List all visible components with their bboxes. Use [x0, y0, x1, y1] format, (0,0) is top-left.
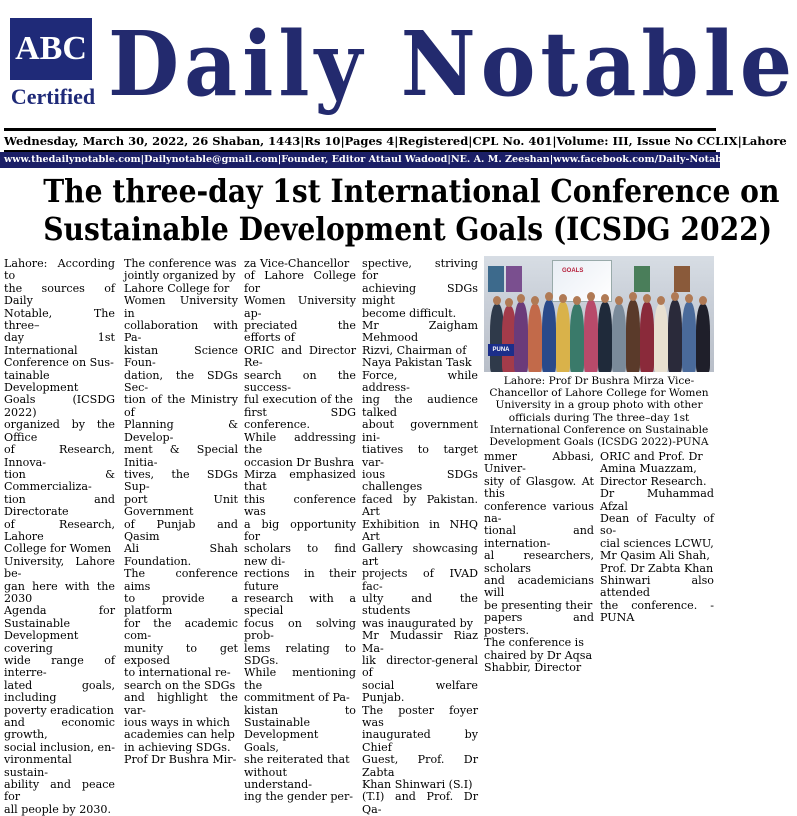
- newspaper-title: Daily Notable: [108, 13, 797, 117]
- photo-person-head: [531, 296, 539, 305]
- dateline-sep: |: [737, 134, 742, 148]
- photo-person-head: [505, 298, 513, 307]
- photo-watermark: PUNA: [488, 344, 514, 356]
- dateline-sep: |: [468, 134, 473, 148]
- infobar-sep: |: [277, 154, 282, 165]
- photo-person: [668, 300, 682, 372]
- info-bar: [0, 152, 732, 168]
- article-column-6: ORIC and Prof. Dr Amina Muazzam, Director Research. Dr Muhammad Afzal Dean of Faculty of so- cial sciences LCWU, Mr Qasim Ali Shah, Prof. Dr Zabta Khan Shinwari also attended the conference. - PUNA: [600, 450, 714, 625]
- photo-person: [654, 304, 668, 372]
- news-editor: NE. A. M. Zeeshan: [450, 154, 550, 165]
- photo-person: [612, 304, 626, 372]
- dateline-registered: Registered: [398, 134, 469, 148]
- photo-person: [682, 302, 696, 372]
- headline-line-1: The three-day 1st International Conference on: [43, 172, 780, 210]
- website-link[interactable]: www.thedailynotable.com: [4, 154, 141, 165]
- photo-person-head: [587, 292, 595, 301]
- photo-poster: [488, 266, 504, 292]
- dateline-date: Wednesday, March 30, 2022, 26 Shaban, 1443: [4, 134, 301, 148]
- dateline-volume: Volume: III, Issue No CCLIX: [556, 134, 738, 148]
- photo-person-head: [643, 294, 651, 303]
- dateline-cpl: CPL No. 401: [472, 134, 553, 148]
- article-column-5: mmer Abbasi, Univer- sity of Glasgow. At this conference various na- tional and internation- al researchers, scholars and academicians will be presenting their papers and posters. The conference is chaired by Dr Aqsa Shabbir, Director: [484, 450, 594, 674]
- infobar-sep: |: [447, 154, 451, 165]
- dateline-sep: |: [552, 134, 557, 148]
- photo-person-head: [601, 294, 609, 303]
- abc-logo: ABC: [10, 18, 92, 80]
- facebook-link[interactable]: www.facebook.com/Daily-Notable: [553, 154, 732, 165]
- photo-person: [696, 304, 710, 372]
- photo-person: [626, 300, 640, 372]
- photo-person-head: [685, 294, 693, 303]
- photo-person-head: [615, 296, 623, 305]
- dateline-price: Rs 10: [304, 134, 341, 148]
- photo-poster: [506, 266, 522, 292]
- photo-person-head: [657, 296, 665, 305]
- headline-line-2: Sustainable Development Goals (ICSDG 2022): [43, 210, 773, 248]
- photo-person: [528, 304, 542, 372]
- photo-poster: [634, 266, 650, 292]
- photo-person-head: [545, 292, 553, 301]
- top-rule: [4, 128, 716, 131]
- photo-person-head: [559, 294, 567, 303]
- photo-person-head: [493, 296, 501, 305]
- photo-person: [514, 302, 528, 372]
- dateline-sep: |: [340, 134, 345, 148]
- photo-banner-text: GOALS: [562, 268, 584, 274]
- abc-certified-label: Certified: [10, 84, 96, 109]
- infobar-sep: |: [549, 154, 554, 165]
- dateline-pages: Pages 4: [344, 134, 395, 148]
- article-column-4: spective, striving for achieving SDGs might become difficult. Mr Zaigham Mehmood Rizvi, Chairman of Naya Pakistan Task Force, while address- ing the audience talked about government ini- tiatives to target var- ious SDGs challenges faced by Pakistan. Art Exhibition in NHQ Art Gallery showcasing art projects of IVAD fac- ulty and the students was inaugurated by Mr Mudassir Riaz Ma- lik director-general of social welfare Punjab. The poster foyer was inaugurated by Chief Guest, Prof. Dr Zabta Khan Shinwari (S.I) (T.I) and Prof. Dr Qa-: [362, 257, 478, 816]
- infobar-sep: |: [140, 154, 145, 165]
- photo-person-head: [699, 296, 707, 305]
- article-column-1: Lahore: According to the sources of Daily Notable, The three– day 1st International Conference on Sus- tainable Development Goals (ICSDG 2022) organized by the Office of Research, Innova- tion & Commercializa- tion and Directorate of Research, Lahore College for Women University, Lahore be- gan here with the 2030 Agenda for Sustainable Development covering wide range of interre- lated goals, including poverty eradication and economic growth, social inclusion, en- vironmental sustain- ability and peace for all people by 2030.: [4, 257, 115, 816]
- photo-poster: [674, 266, 690, 292]
- photo-person: [640, 302, 654, 372]
- article-column-2: The conference was jointly organized by Lahore College for Women University in collaboration with Pa- kistan Science Foun- dation, the SDGs Sec- tion of the Ministry of Planning & Develop- ment & Special Initia- tives, the SDGs Sup- port Unit Government of Punjab and Qasim Ali Shah Foundation. The conference aims to provide a platform for the academic com- munity to get exposed to international re- search on the SDGs and highlight the var- ious ways in which academies can help in achieving SDGs. Prof Dr Bushra Mir-: [124, 257, 238, 767]
- founder-editor: Founder, Editor Attaul Wadood: [281, 154, 448, 165]
- photo-person: [542, 300, 556, 372]
- dateline-sep: |: [394, 134, 399, 148]
- photo-person: [570, 304, 584, 372]
- photo-person: [598, 302, 612, 372]
- photo-caption: Lahore: Prof Dr Bushra Mirza Vice-Chancellor of Lahore College for Women University in a group photo with other officials during The three–day 1st International Conference on Sustainable Development Goals (ICSDG 2022)-PUNA: [489, 375, 709, 449]
- photo-person-head: [573, 296, 581, 305]
- photo-person: [556, 302, 570, 372]
- dateline-sep: |: [300, 134, 305, 148]
- email-link[interactable]: Dailynotable@gmail.com: [144, 154, 278, 165]
- article-headline: [43, 172, 780, 248]
- article-column-3: za Vice-Chancellor of Lahore College for Women University ap- preciated the efforts of ORIC and Director Re- search on the success- ful execution of the first SDG conference. While addressing the occasion Dr Bushra Mirza emphasized that this conference was a big opportunity for scholars to find new di- rections in their future research with a special focus on solving prob- lems relating to SDGs. While mentioning the commitment of Pa- kistan to Sustainable Development Goals, she reiterated that without understand- ing the gender per-: [244, 257, 356, 804]
- photo-person-head: [517, 294, 525, 303]
- dateline: [4, 132, 787, 150]
- photo-person: [584, 300, 598, 372]
- dateline-city: Lahore: [741, 134, 787, 148]
- photo-person-head: [629, 292, 637, 301]
- photo-person-head: [671, 292, 679, 301]
- group-photo: [484, 256, 714, 372]
